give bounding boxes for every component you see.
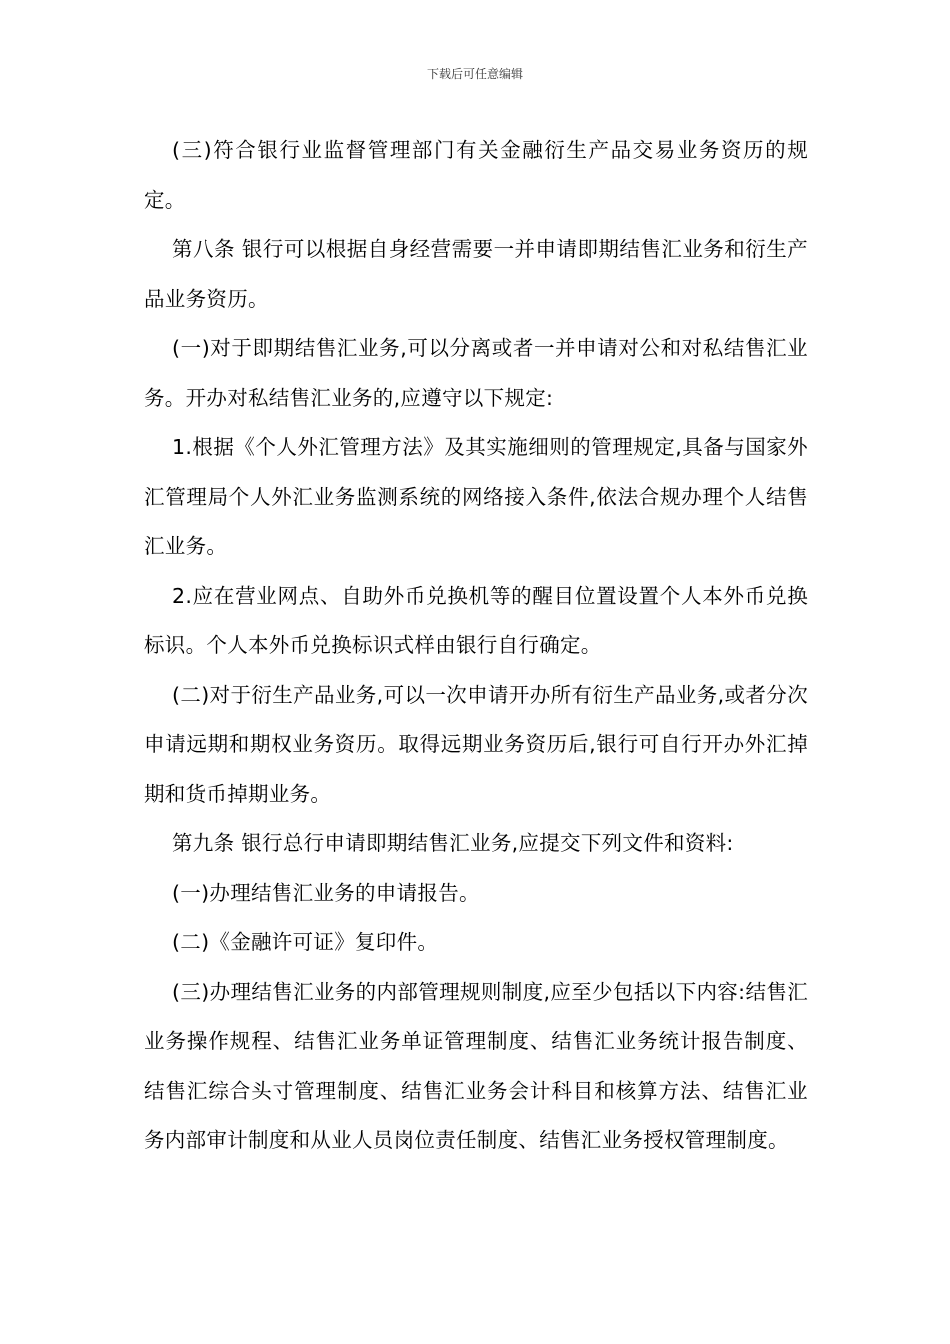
- paragraph-8: (一)办理结售汇业务的申请报告。: [172, 880, 480, 905]
- paragraph-7: 第九条 银行总行申请即期结售汇业务,应提交下列文件和资料:: [172, 831, 734, 855]
- paragraph-10: (三)办理结售汇业务的内部管理规则制度,应至少包括以下内容:结售汇业务操作规程、结售汇业务单证管理制度、结售汇业务统计报告制度、结售汇综合头寸管理制度、结售汇业务会计科目和核算方法、结售汇业务内部审计制度和从业人员岗位责任制度、结售汇业务授权管理制度。: [144, 979, 808, 1152]
- paragraph-9: (二)《金融许可证》复印件。: [172, 930, 439, 954]
- paragraph-4: 1.根据《个人外汇管理方法》及其实施细则的管理规定,具备与国家外汇管理局个人外汇业务监测系统的网络接入条件,依法合规办理个人结售汇业务。: [144, 435, 808, 558]
- page-header: 下载后可任意编辑: [426, 67, 523, 81]
- paragraph-1: (三)符合银行业监督管理部门有关金融衍生产品交易业务资历的规定。: [144, 138, 808, 212]
- document-body: [144, 126, 808, 1166]
- paragraph-3: (一)对于即期结售汇业务,可以分离或者一并申请对公和对私结售汇业务。开办对私结售汇业务的,应遵守以下规定:: [144, 336, 808, 410]
- paragraph-5: 2.应在营业网点、自助外币兑换机等的醒目位置设置个人本外币兑换标识。个人本外币兑换标识式样由银行自行确定。: [144, 583, 808, 657]
- paragraph-6: (二)对于衍生产品业务,可以一次申请开办所有衍生产品业务,或者分次申请远期和期权业务资历。取得远期业务资历后,银行可自行开办外汇掉期和货币掉期业务。: [144, 682, 808, 806]
- paragraph-2: 第八条 银行可以根据自身经营需要一并申请即期结售汇业务和衍生产品业务资历。: [144, 237, 808, 311]
